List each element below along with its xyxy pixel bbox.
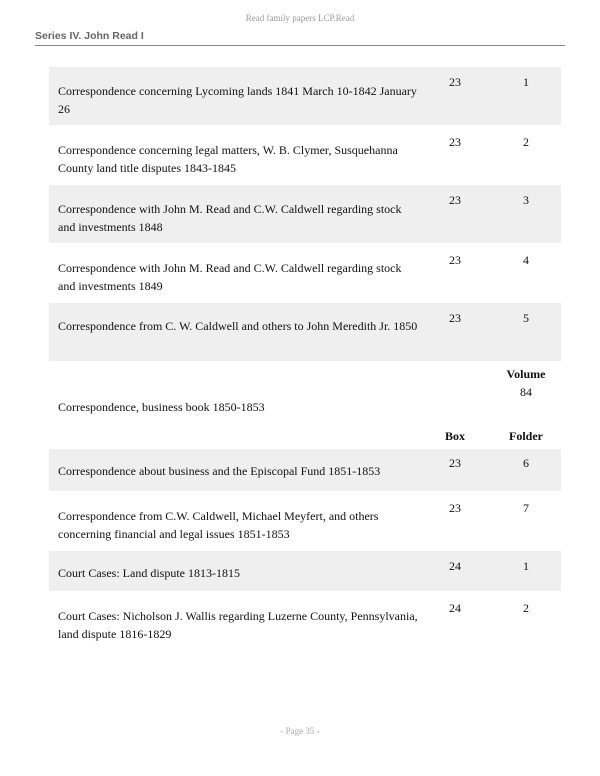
item-description: Correspondence with John M. Read and C.W. Caldwell regarding stock and investments 1848 (58, 202, 402, 234)
list-item (49, 387, 561, 427)
item-box: 23 (449, 253, 461, 267)
list-item (49, 593, 561, 651)
item-folder: 2 (523, 135, 529, 149)
list-item (49, 303, 561, 361)
page-number: - Page 35 - (280, 726, 320, 736)
item-folder: 2 (523, 601, 529, 615)
item-description: Correspondence with John M. Read and C.W. Caldwell regarding stock and investments 1849 (58, 261, 402, 293)
container-list (49, 67, 561, 651)
item-description: Correspondence concerning legal matters, W. B. Clymer, Susquehanna County land title disputes 1843-1845 (58, 143, 398, 175)
item-folder: 1 (523, 559, 529, 573)
item-description: Correspondence from C.W. Caldwell, Michael Meyfert, and others concerning financial and legal issues 1851-1853 (58, 509, 379, 541)
volume-header-label: Volume (506, 367, 546, 381)
item-description: Correspondence from C. W. Caldwell and others to John Meredith Jr. 1850 (58, 319, 418, 333)
folder-header-label: Folder (509, 429, 543, 443)
item-box: 23 (449, 311, 461, 325)
item-box: 23 (449, 456, 461, 470)
item-folder: 6 (523, 456, 529, 470)
header-divider (35, 45, 565, 46)
item-folder: 1 (523, 75, 529, 89)
item-box: 23 (449, 193, 461, 207)
item-volume: 84 (520, 385, 532, 399)
item-box: 23 (449, 501, 461, 515)
list-item (49, 67, 561, 125)
list-item (49, 551, 561, 591)
box-header-label: Box (444, 429, 465, 443)
list-item (49, 185, 561, 243)
box-folder-column-header (49, 427, 561, 449)
item-description: Court Cases: Land dispute 1813-1815 (58, 566, 240, 580)
volume-column-header (49, 365, 561, 387)
item-description: Correspondence, business book 1850-1853 (58, 400, 265, 414)
list-item (49, 127, 561, 185)
item-description: Correspondence about business and the Episcopal Fund 1851-1853 (58, 464, 381, 478)
item-description: Court Cases: Nicholson J. Wallis regarding Luzerne County, Pennsylvania, land dispute 1816-1829 (58, 609, 418, 641)
item-box: 23 (449, 135, 461, 149)
list-item (49, 493, 561, 551)
series-title: Series IV. John Read I (35, 30, 144, 42)
list-item (49, 245, 561, 303)
item-box: 24 (449, 559, 461, 573)
running-head: Read family papers LCP.Read (245, 13, 355, 23)
item-folder: 3 (523, 193, 529, 207)
item-box: 24 (449, 601, 461, 615)
item-folder: 7 (523, 501, 529, 515)
item-folder: 4 (523, 253, 529, 267)
list-item (49, 449, 561, 491)
item-folder: 5 (523, 311, 529, 325)
item-description: Correspondence concerning Lycoming lands 1841 March 10-1842 January 26 (58, 84, 417, 116)
item-box: 23 (449, 75, 461, 89)
